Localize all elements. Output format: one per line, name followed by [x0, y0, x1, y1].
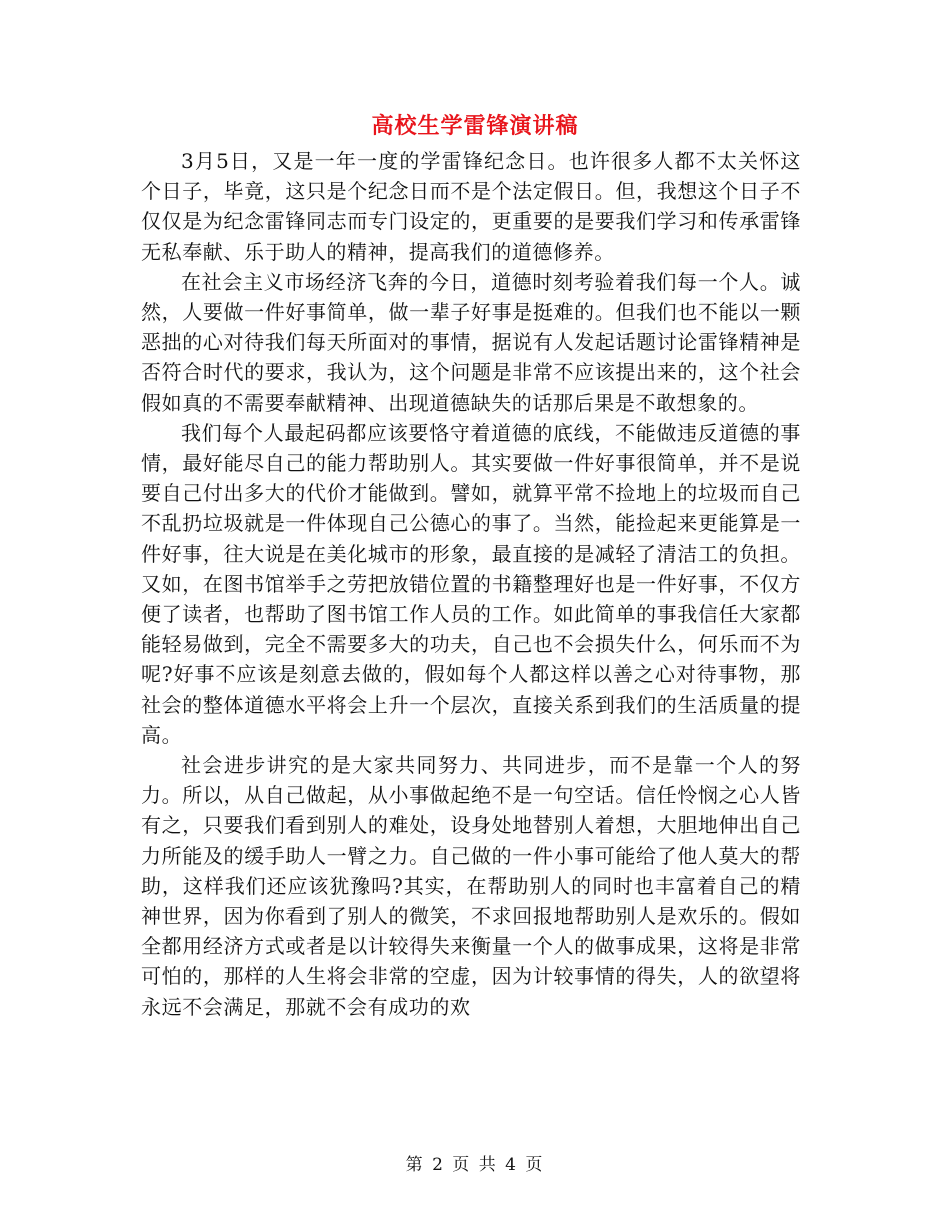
- paragraph-4: 社会进步讲究的是大家共同努力、共同进步，而不是靠一个人的努力。所以，从自己做起，从小事做起绝不是一句空话。信任怜悯之心人皆有之，只要我们看到别人的难处，设身处地替别人着想，大胆地伸出自己力所能及的缓手助人一臂之力。自己做的一件小事可能给了他人莫大的帮助，这样我们还应该犹豫吗?其实，在帮助别人的同时也丰富着自己的精神世界，因为你看到了别人的微笑，不求回报地帮助别人是欢乐的。假如全都用经济方式或者是以计较得失来衡量一个人的做事成果，这将是非常可怕的，那样的人生将会非常的空虚，因为计较事情的得失，人的欲望将永远不会满足，那就不会有成功的欢: [141, 753, 801, 1019]
- paragraph-3: 我们每个人最起码都应该要恪守着道德的底线，不能做违反道德的事情，最好能尽自己的能力帮助别人。其实要做一件好事很简单，并不是说要自己付出多大的代价才能做到。譬如，就算平常不捡地上的垃圾而自己不乱扔垃圾就是一件体现自己公德心的事了。当然，能捡起来更能算是一件好事，往大说是在美化城市的形象，最直接的是减轻了清洁工的负担。又如，在图书馆举手之劳把放错位置的书籍整理好也是一件好事，不仅方便了读者，也帮助了图书馆工作人员的工作。如此简单的事我信任大家都能轻易做到，完全不需要多大的功夫，自己也不会损失什么，何乐而不为呢?好事不应该是刻意去做的，假如每个人都这样以善之心对待事物，那社会的整体道德水平将会上升一个层次，直接关系到我们的生活质量的提高。: [141, 420, 801, 747]
- paragraph-2: 在社会主义市场经济飞奔的今日，道德时刻考验着我们每一个人。诚然，人要做一件好事简单，做一辈子好事是挺难的。但我们也不能以一颗恶拙的心对待我们每天所面对的事情，据说有人发起话题讨论雷锋精神是否符合时代的要求，我认为，这个问题是非常不应该提出来的，这个社会假如真的不需要奉献精神、出现道德缺失的话那后果是不敢想象的。: [141, 269, 801, 415]
- page-number-footer: 第 2 页 共 4 页: [405, 1155, 545, 1175]
- document-body: [141, 146, 801, 1022]
- paragraph-1: 3月5日，又是一年一度的学雷锋纪念日。也许很多人都不太关怀这个日子，毕竟，这只是个纪念日而不是个法定假日。但，我想这个日子不仅仅是为纪念雷锋同志而专门设定的，更重要的是要我们学习和传承雷锋无私奉献、乐于助人的精神，提高我们的道德修养。: [141, 149, 801, 264]
- document-title: 高校生学雷锋演讲稿: [371, 113, 579, 139]
